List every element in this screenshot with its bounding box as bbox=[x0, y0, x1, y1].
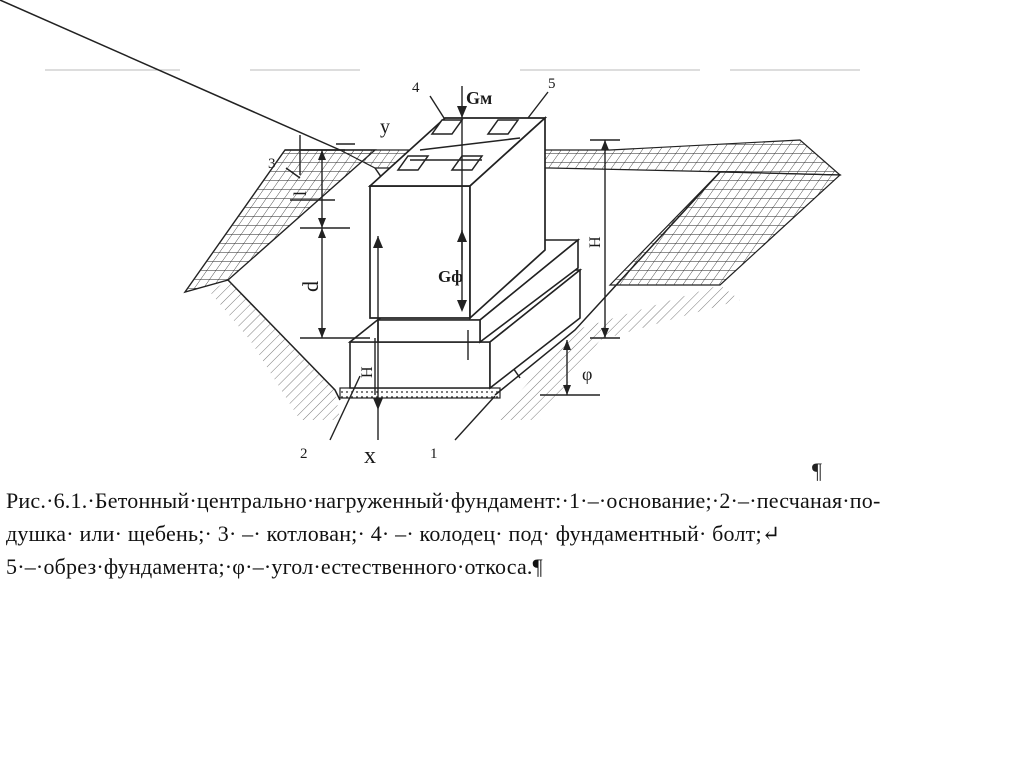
label-gf: Gф bbox=[438, 267, 463, 286]
label-d: d bbox=[298, 281, 323, 292]
label-5: 5 bbox=[548, 76, 556, 92]
caption-line-1: Рис.·6.1.·Бетонный·центрально·нагруженный·фундамент:·1·–·основание;·2·–·песчаная·по- bbox=[6, 488, 881, 513]
sand-cushion bbox=[340, 388, 500, 398]
label-phi: φ bbox=[582, 364, 593, 384]
label-3: 3 bbox=[268, 156, 276, 172]
label-gm: Gм bbox=[466, 88, 493, 108]
label-1: 1 bbox=[430, 446, 438, 462]
label-x: x bbox=[364, 443, 376, 469]
caption-line-3: 5·–·обрез·фундамента;·φ·–·угол·естественного·откоса.¶ bbox=[6, 554, 543, 579]
label-4: 4 bbox=[412, 80, 420, 96]
figure-caption bbox=[6, 484, 996, 583]
label-2: 2 bbox=[300, 446, 308, 462]
caption-line-2: душка· или· щебень;· 3· –· котлован;· 4· –· колодец· под· фундаментный· болт;↵ bbox=[6, 521, 781, 546]
label-h-upper: H bbox=[587, 236, 604, 248]
paragraph-mark: ¶ bbox=[812, 458, 822, 483]
label-h-lower: H bbox=[359, 366, 376, 378]
label-y: y bbox=[380, 116, 390, 138]
label-l: l bbox=[290, 190, 310, 196]
